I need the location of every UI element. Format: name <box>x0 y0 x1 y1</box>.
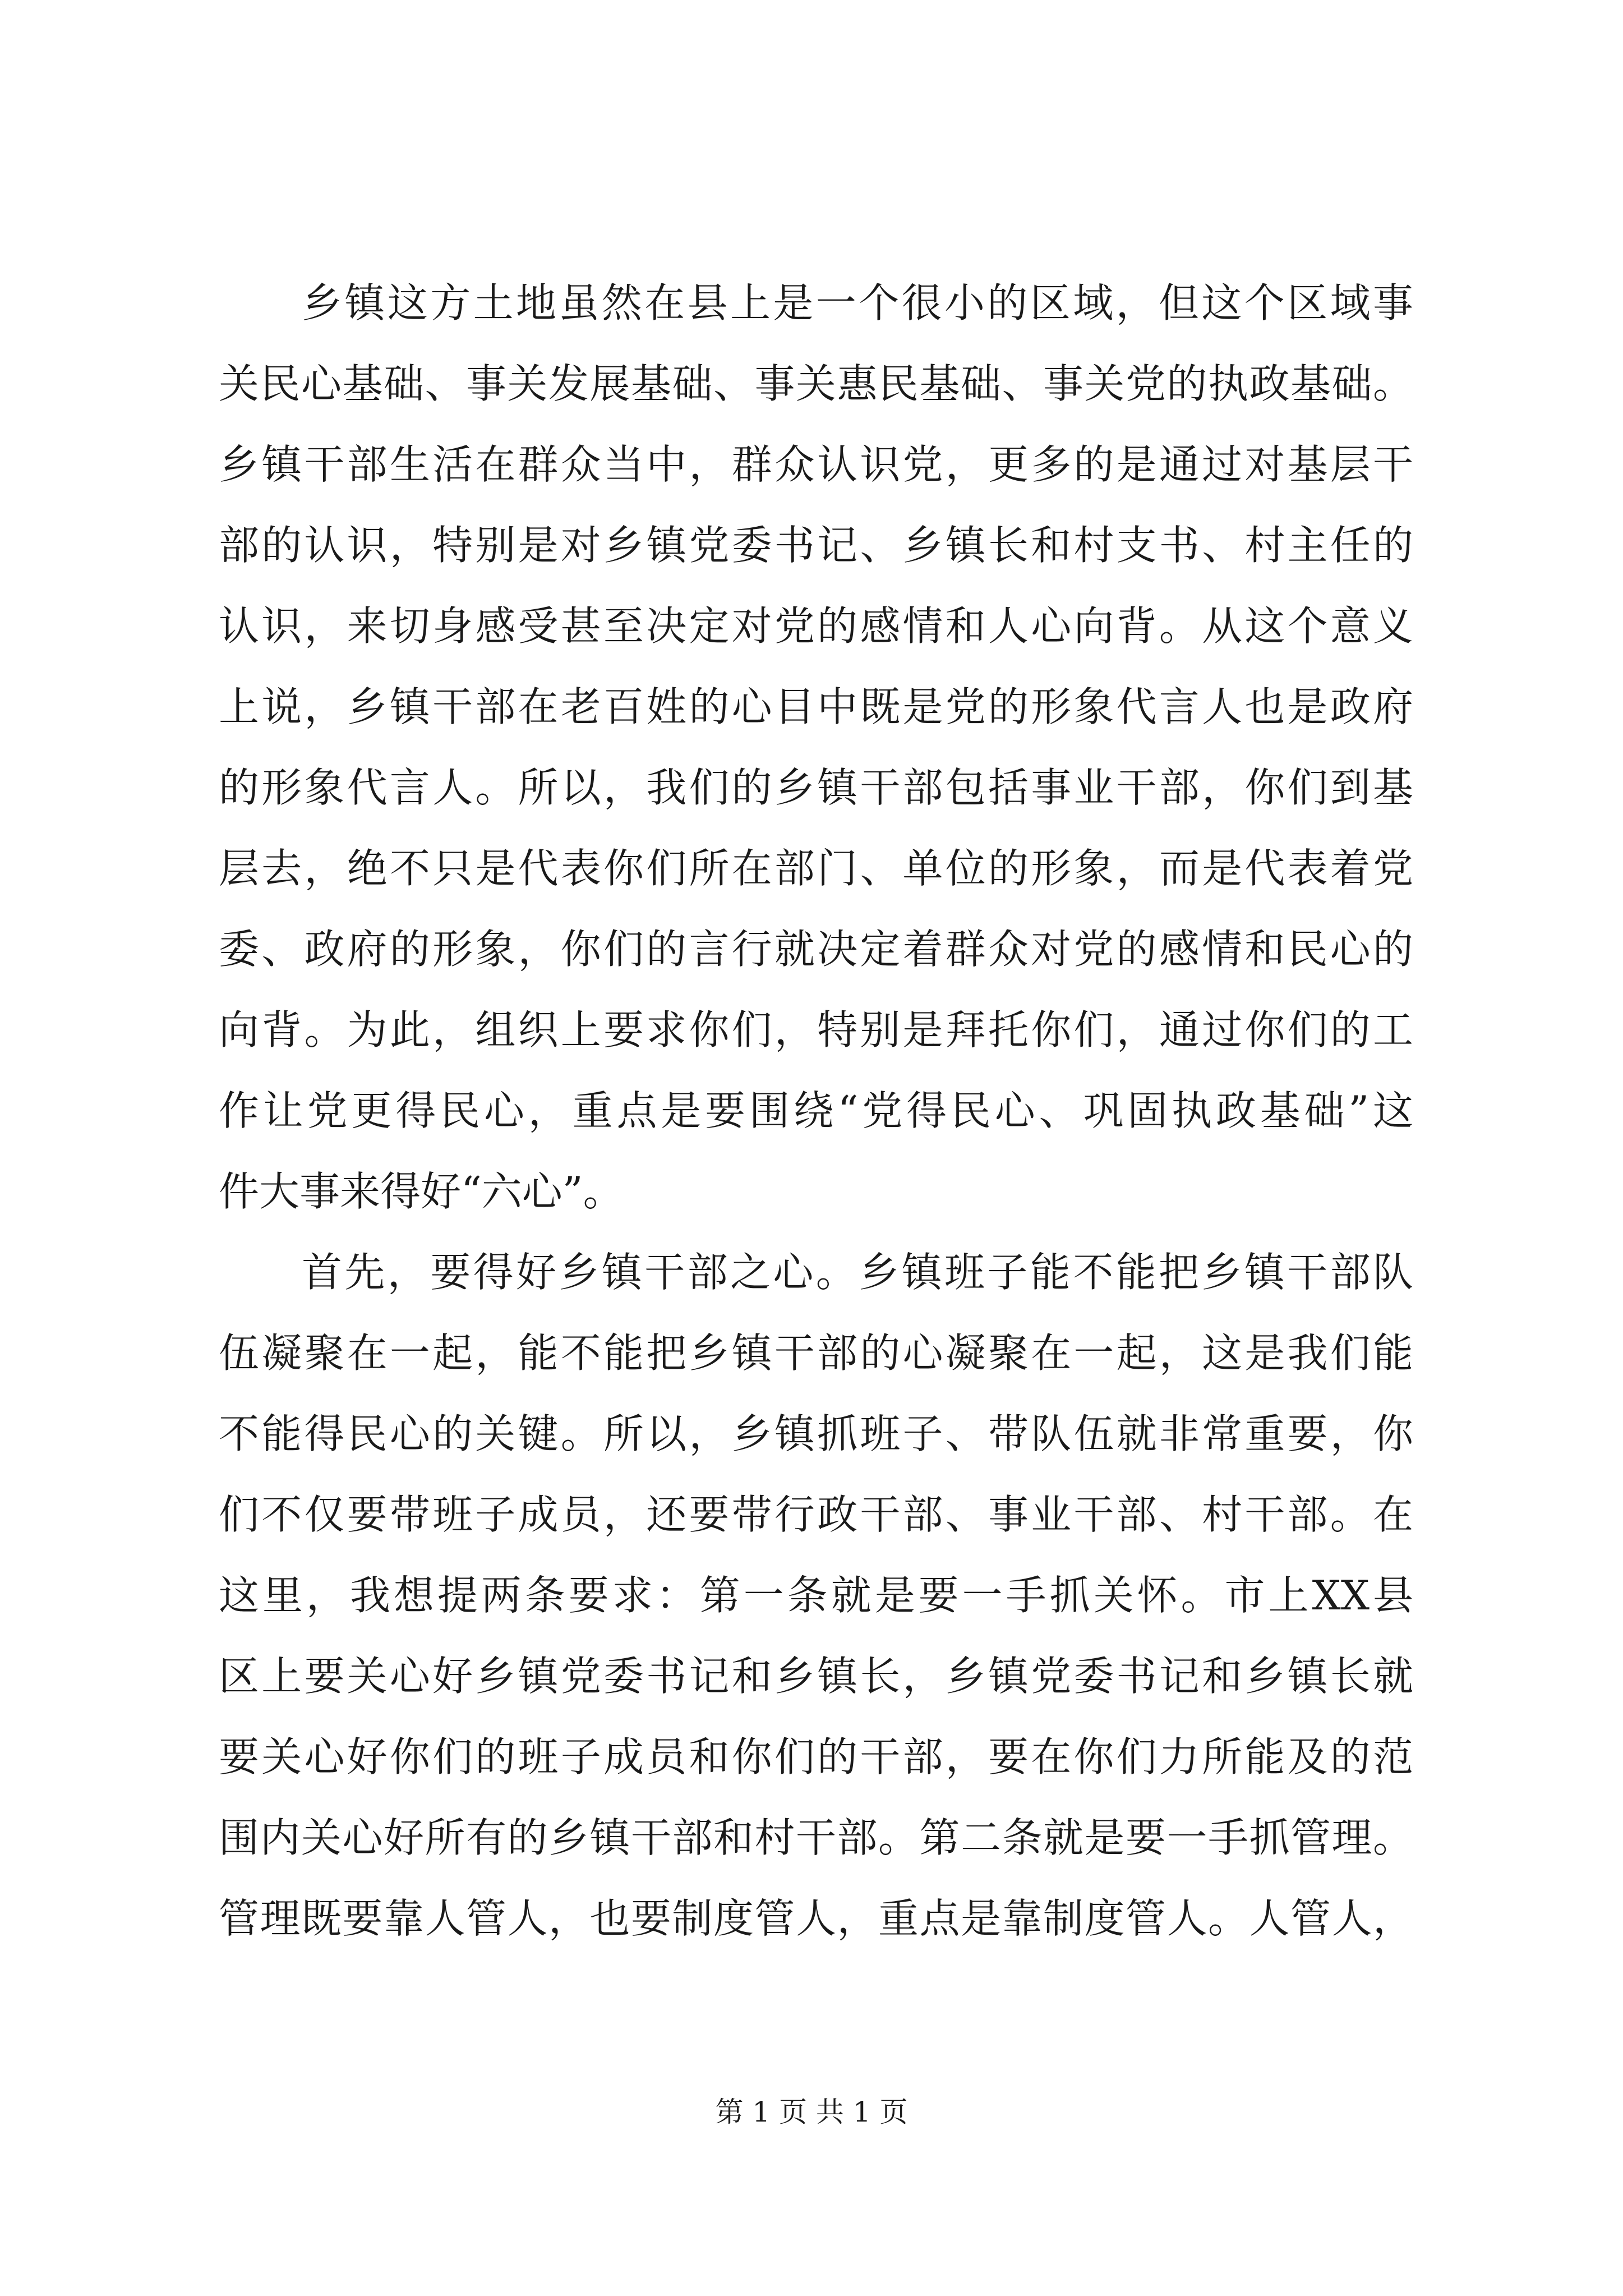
text-line: 委、政府的形象，你们的言行就决定着群众对党的感情和民心的 <box>219 926 1413 973</box>
text-line: 乡镇干部生活在群众当中，群众认识党，更多的是通过对基层干 <box>219 441 1413 488</box>
text-line: 首先，要得好乡镇干部之心。乡镇班子能不能把乡镇干部队 <box>302 1249 1413 1296</box>
text-line: 的形象代言人。所以，我们的乡镇干部包括事业干部，你们到基 <box>219 764 1413 811</box>
text-line: 要关心好你们的班子成员和你们的干部，要在你们力所能及的范 <box>219 1733 1413 1780</box>
text-line: 区上要关心好乡镇党委书记和乡镇长，乡镇党委书记和乡镇长就 <box>219 1653 1413 1700</box>
text-line: 这里，我想提两条要求：第一条就是要一手抓关怀。市上XX县 <box>219 1572 1413 1619</box>
text-line: 层去，绝不只是代表你们所在部门、单位的形象，而是代表着党 <box>219 845 1413 892</box>
text-line: 件大事来得好“六心”。 <box>219 1168 624 1215</box>
body-text <box>219 263 1413 1959</box>
text-line: 向背。为此，组织上要求你们，特别是拜托你们，通过你们的工 <box>219 1006 1413 1053</box>
text-line: 作让党更得民心，重点是要围绕“党得民心、巩固执政基础”这 <box>219 1087 1413 1134</box>
text-line: 不能得民心的关键。所以，乡镇抓班子、带队伍就非常重要，你 <box>219 1410 1413 1457</box>
text-line: 伍凝聚在一起，能不能把乡镇干部的心凝聚在一起，这是我们能 <box>219 1329 1413 1377</box>
text-line: 们不仅要带班子成员，还要带行政干部、事业干部、村干部。在 <box>219 1491 1413 1538</box>
text-line: 管理既要靠人管人，也要制度管人，重点是靠制度管人。人管人， <box>219 1895 1413 1942</box>
text-line: 认识，来切身感受甚至决定对党的感情和人心向背。从这个意义 <box>219 602 1413 650</box>
text-line: 关民心基础、事关发展基础、事关惠民基础、事关党的执政基础。 <box>219 360 1413 407</box>
text-line: 部的认识，特别是对乡镇党委书记、乡镇长和村支书、村主任的 <box>219 522 1413 569</box>
text-line: 围内关心好所有的乡镇干部和村干部。第二条就是要一手抓管理。 <box>219 1814 1413 1861</box>
text-line: 上说，乡镇干部在老百姓的心目中既是党的形象代言人也是政府 <box>219 683 1413 730</box>
page-footer: 第 1 页 共 1 页 <box>715 2096 908 2128</box>
text-line: 乡镇这方土地虽然在县上是一个很小的区域，但这个区域事 <box>302 279 1413 326</box>
